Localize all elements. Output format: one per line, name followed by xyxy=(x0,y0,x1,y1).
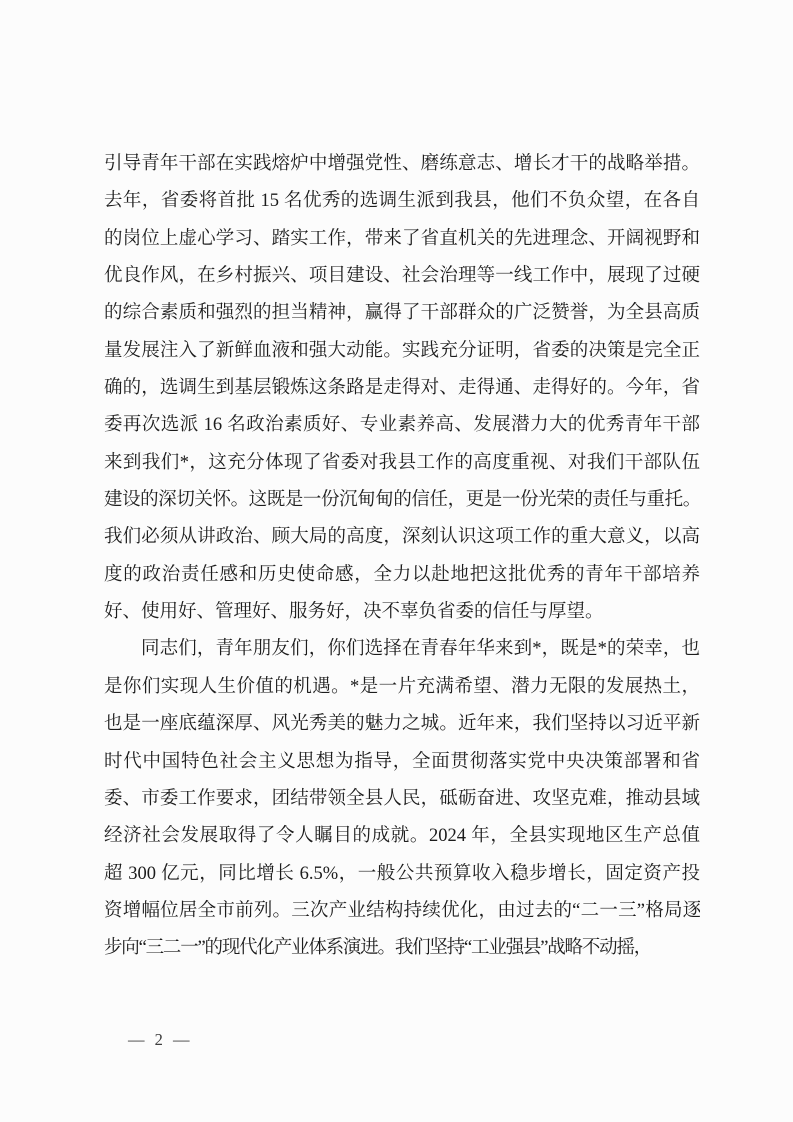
text-line: 时代中国特色社会主义思想为指导，全面贯彻落实党中央决策部署和省 xyxy=(104,751,700,772)
text-line: 委、市委工作要求，团结带领全县人民，砥砺奋进、攻坚克难，推动县域 xyxy=(104,788,700,809)
text-line: 是你们实现人生价值的机遇。*是一片充满希望、潜力无限的发展热土， xyxy=(104,676,700,697)
text-line: 资增幅位居全市前列。三次产业结构持续优化，由过去的“二一三”格局逐 xyxy=(104,900,700,921)
text-line: 度的政治责任感和历史使命感，全力以赴地把这批优秀的青年干部培养 xyxy=(104,564,700,585)
text-line: 的综合素质和强烈的担当精神，赢得了干部群众的广泛赞誉，为全县高质 xyxy=(104,303,700,324)
text-line: 量发展注入了新鲜血液和强大动能。实践充分证明，省委的决策是完全正 xyxy=(104,340,700,361)
text-line: 引导青年干部在实践熔炉中增强党性、磨练意志、增长才干的战略举措。 xyxy=(104,154,700,174)
text-line: 确的，选调生到基层锻炼这条路是走得对、走得通、走得好的。今年，省 xyxy=(104,378,700,399)
text-line: 我们必须从讲政治、顾大局的高度，深刻认识这项工作的重大意义，以高 xyxy=(104,527,700,548)
text-line: 也是一座底蕴深厚、风光秀美的魅力之城。近年来，我们坚持以习近平新 xyxy=(104,714,700,735)
text-line: 超 300 亿元，同比增长 6.5%，一般公共预算收入稳步增长，固定资产投 xyxy=(104,863,700,884)
text-line: 经济社会发展取得了令人瞩目的成就。2024 年，全县实现地区生产总值 xyxy=(104,826,700,847)
text-line-paragraph-end: 好、使用好、管理好、服务好，决不辜负省委的信任与厚望。 xyxy=(104,602,604,623)
text-line: 优良作风，在乡村振兴、项目建设、社会治理等一线工作中，展现了过硬 xyxy=(104,266,700,287)
text-line: 委再次选派 16 名政治素质好、专业素养高、发展潜力大的优秀青年干部 xyxy=(104,415,700,436)
text-line: 的岗位上虚心学习、踏实工作，带来了省直机关的先进理念、开阔视野和 xyxy=(104,228,700,249)
text-line: 步向“三二一”的现代化产业体系演进。我们坚持“工业强县”战略不动摇， xyxy=(104,938,652,959)
text-line-paragraph-start: 同志们，青年朋友们，你们选择在青春年华来到*，既是*的荣幸，也 xyxy=(141,639,700,660)
text-line: 建设的深切关怀。这既是一份沉甸甸的信任，更是一份光荣的责任与重托。 xyxy=(104,490,700,511)
body-text xyxy=(104,146,700,968)
page-number: — 2 — xyxy=(128,1030,193,1049)
text-line: 去年，省委将首批 15 名优秀的选调生派到我县，他们不负众望，在各自 xyxy=(104,191,700,212)
text-line: 来到我们*，这充分体现了省委对我县工作的高度重视、对我们干部队伍 xyxy=(104,452,700,473)
